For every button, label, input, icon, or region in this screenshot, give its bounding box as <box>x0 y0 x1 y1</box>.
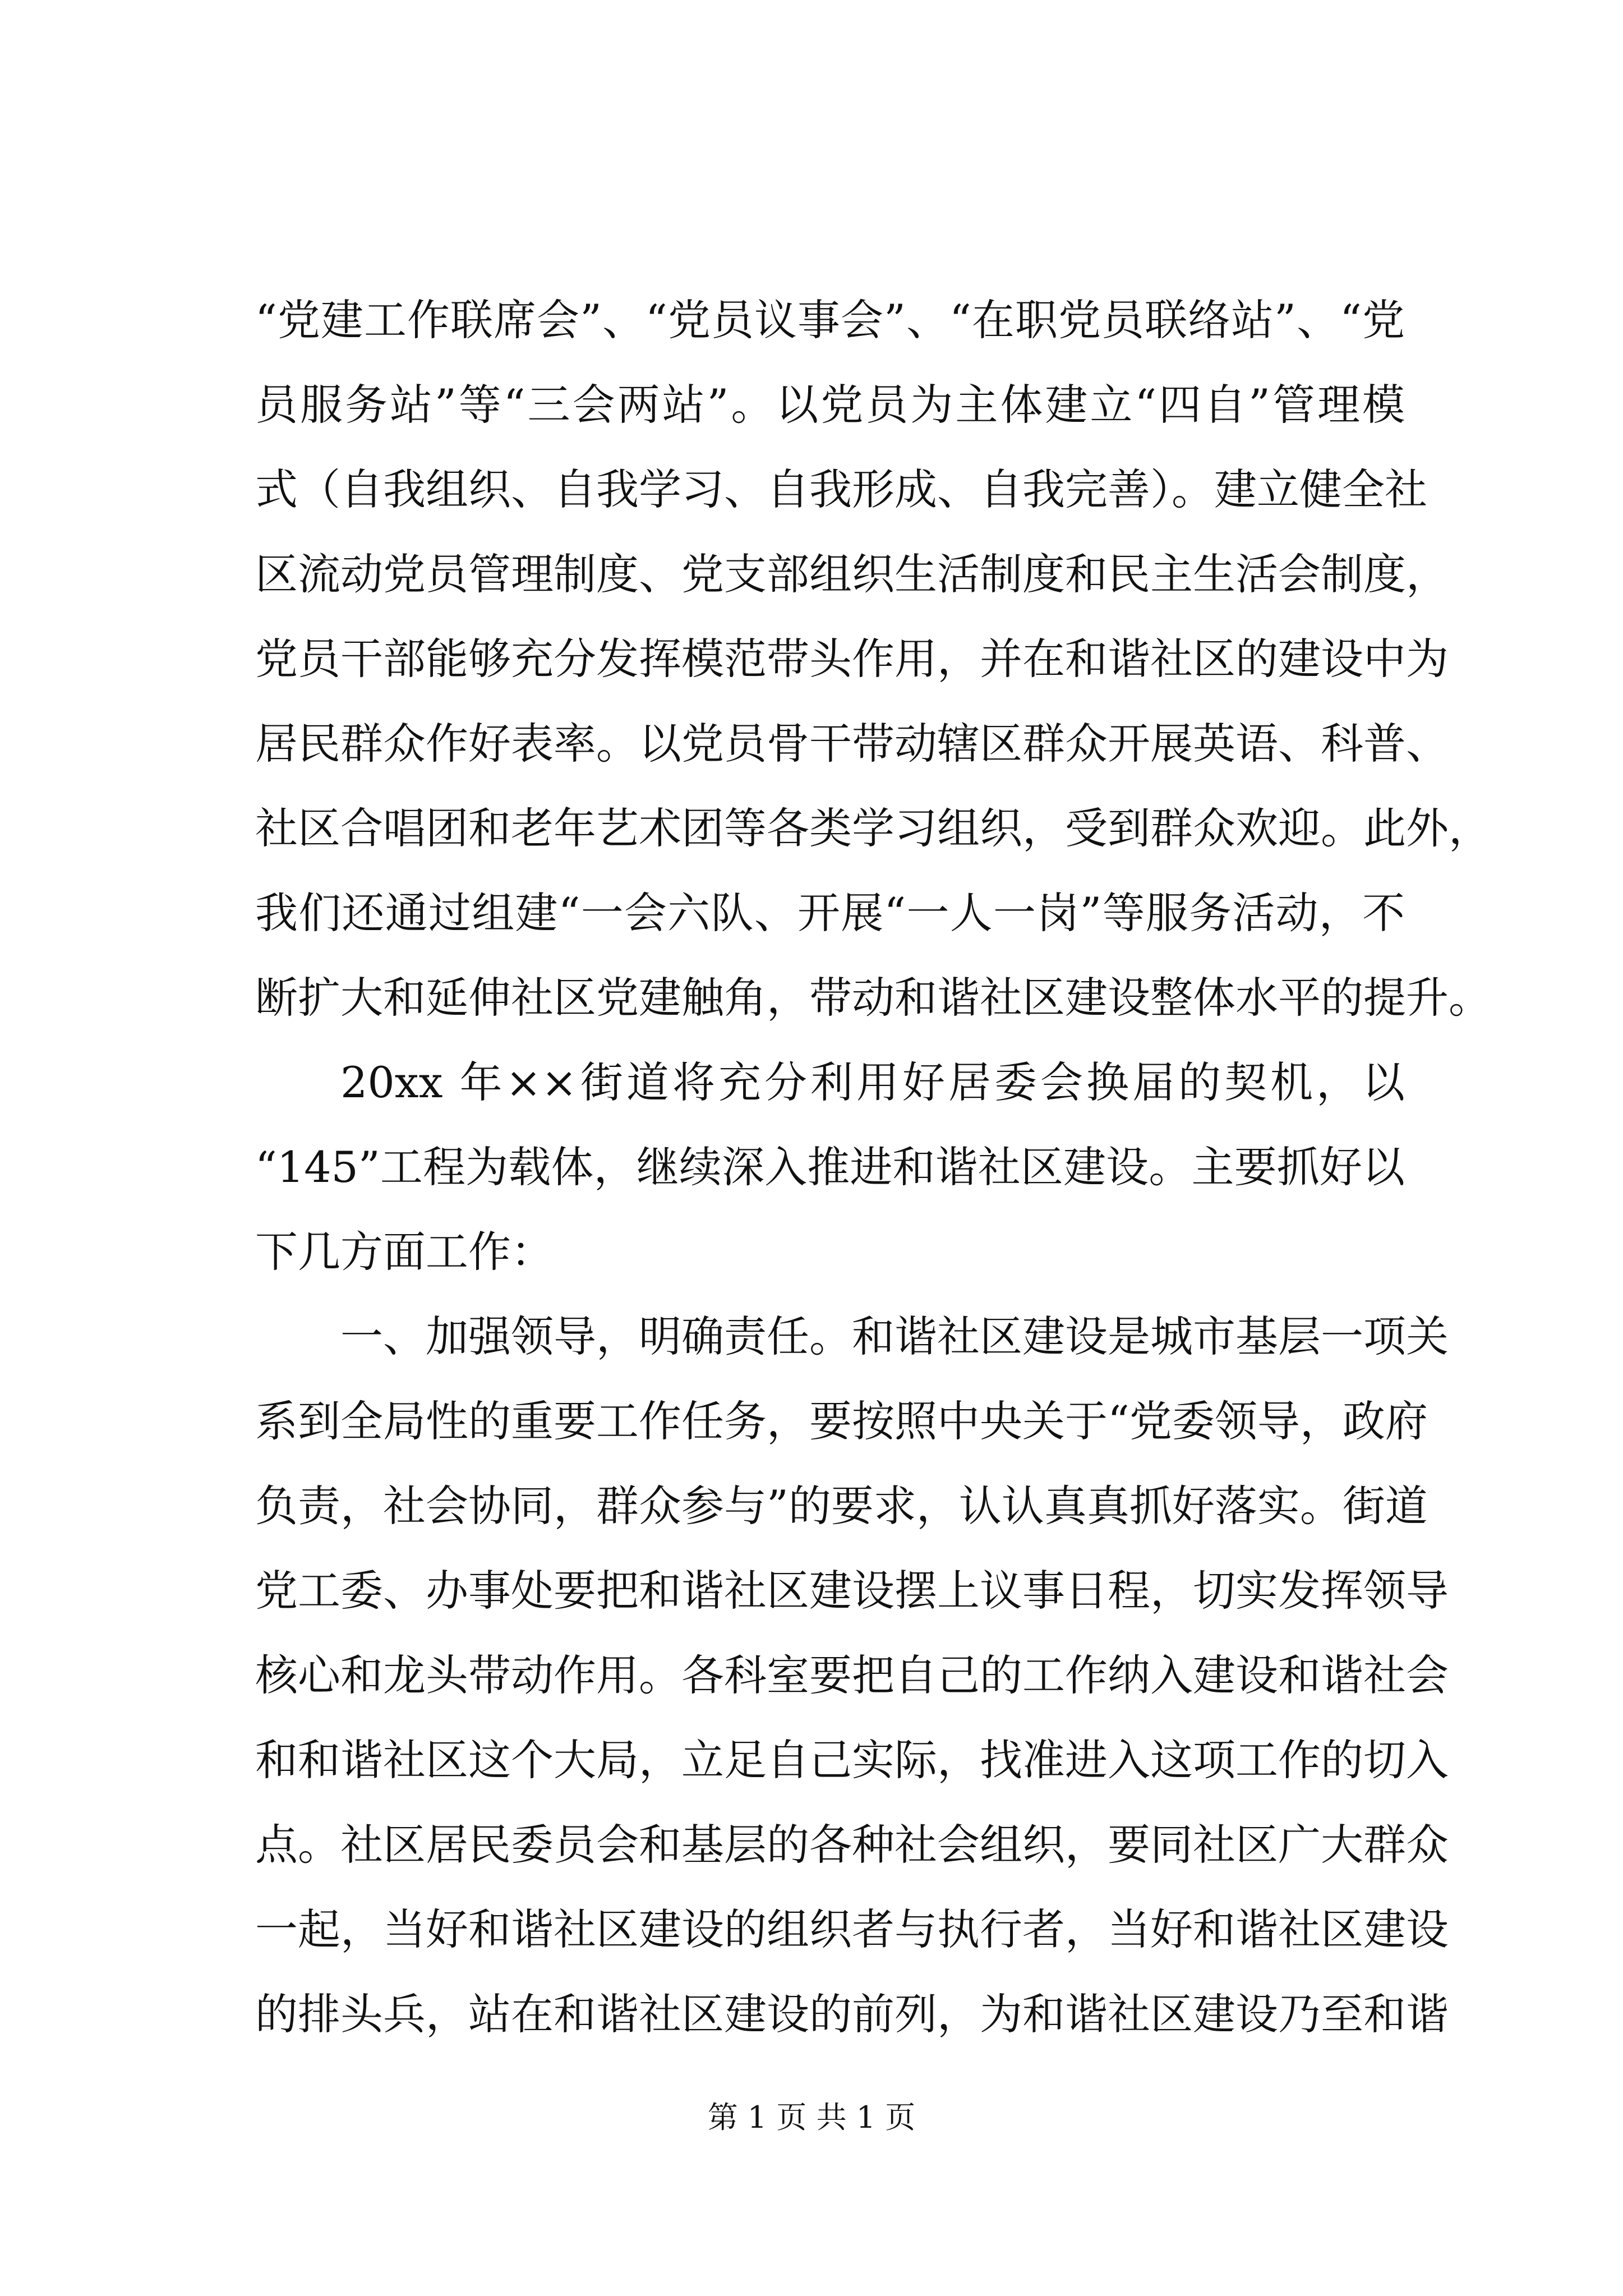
body-text <box>255 278 1491 2056</box>
text-line: 系到全局性的重要工作任务，要按照中央关于“党委领导，政府 <box>255 1396 1428 1446</box>
text-line: 点。社区居民委员会和基层的各种社会组织，要同社区广大群众 <box>255 1820 1449 1870</box>
text-line: 一、加强领导，明确责任。和谐社区建设是城市基层一项关 <box>340 1312 1449 1361</box>
text-line: 20xx 年××街道将充分利用好居委会换届的契机，以 <box>340 1057 1405 1107</box>
text-line: 负责，社会协同，群众参与”的要求，认认真真抓好落实。街道 <box>255 1481 1428 1531</box>
page-footer: 第 1 页 共 1 页 <box>707 2100 916 2135</box>
text-line: “党建工作联席会”、“党员议事会”、“在职党员联络站”、“党 <box>255 295 1405 345</box>
text-line: 核心和龙头带动作用。各科室要把自己的工作纳入建设和谐社会 <box>255 1650 1449 1700</box>
text-line: 的排头兵，站在和谐社区建设的前列，为和谐社区建设乃至和谐 <box>255 1989 1449 2039</box>
text-line: 员服务站”等“三会两站”。以党员为主体建立“四自”管理模 <box>255 380 1405 430</box>
text-line: 我们还通过组建“一会六队、开展“一人一岗”等服务活动，不 <box>255 888 1405 938</box>
text-line: 党员干部能够充分发挥模范带头作用，并在和谐社区的建设中为 <box>255 634 1449 684</box>
text-line: 式（自我组织、自我学习、自我形成、自我完善）。建立健全社 <box>255 464 1427 514</box>
text-line: 区流动党员管理制度、党支部组织生活制度和民主生活会制度， <box>255 549 1449 599</box>
text-line: 一起，当好和谐社区建设的组织者与执行者，当好和谐社区建设 <box>255 1904 1449 1954</box>
text-line: 和和谐社区这个大局，立足自己实际，找准进入这项工作的切入 <box>255 1735 1449 1785</box>
text-line: 居民群众作好表率。以党员骨干带动辖区群众开展英语、科普、 <box>255 719 1449 769</box>
text-line: 社区合唱团和老年艺术团等各类学习组织，受到群众欢迎。此外， <box>255 803 1491 853</box>
text-line: 下几方面工作： <box>255 1227 554 1277</box>
text-line: 党工委、办事处要把和谐社区建设摆上议事日程，切实发挥领导 <box>255 1566 1449 1616</box>
text-line: 断扩大和延伸社区党建触角，带动和谐社区建设整体水平的提升。 <box>255 973 1491 1023</box>
text-line: “145”工程为载体，继续深入推进和谐社区建设。主要抓好以 <box>255 1142 1405 1192</box>
